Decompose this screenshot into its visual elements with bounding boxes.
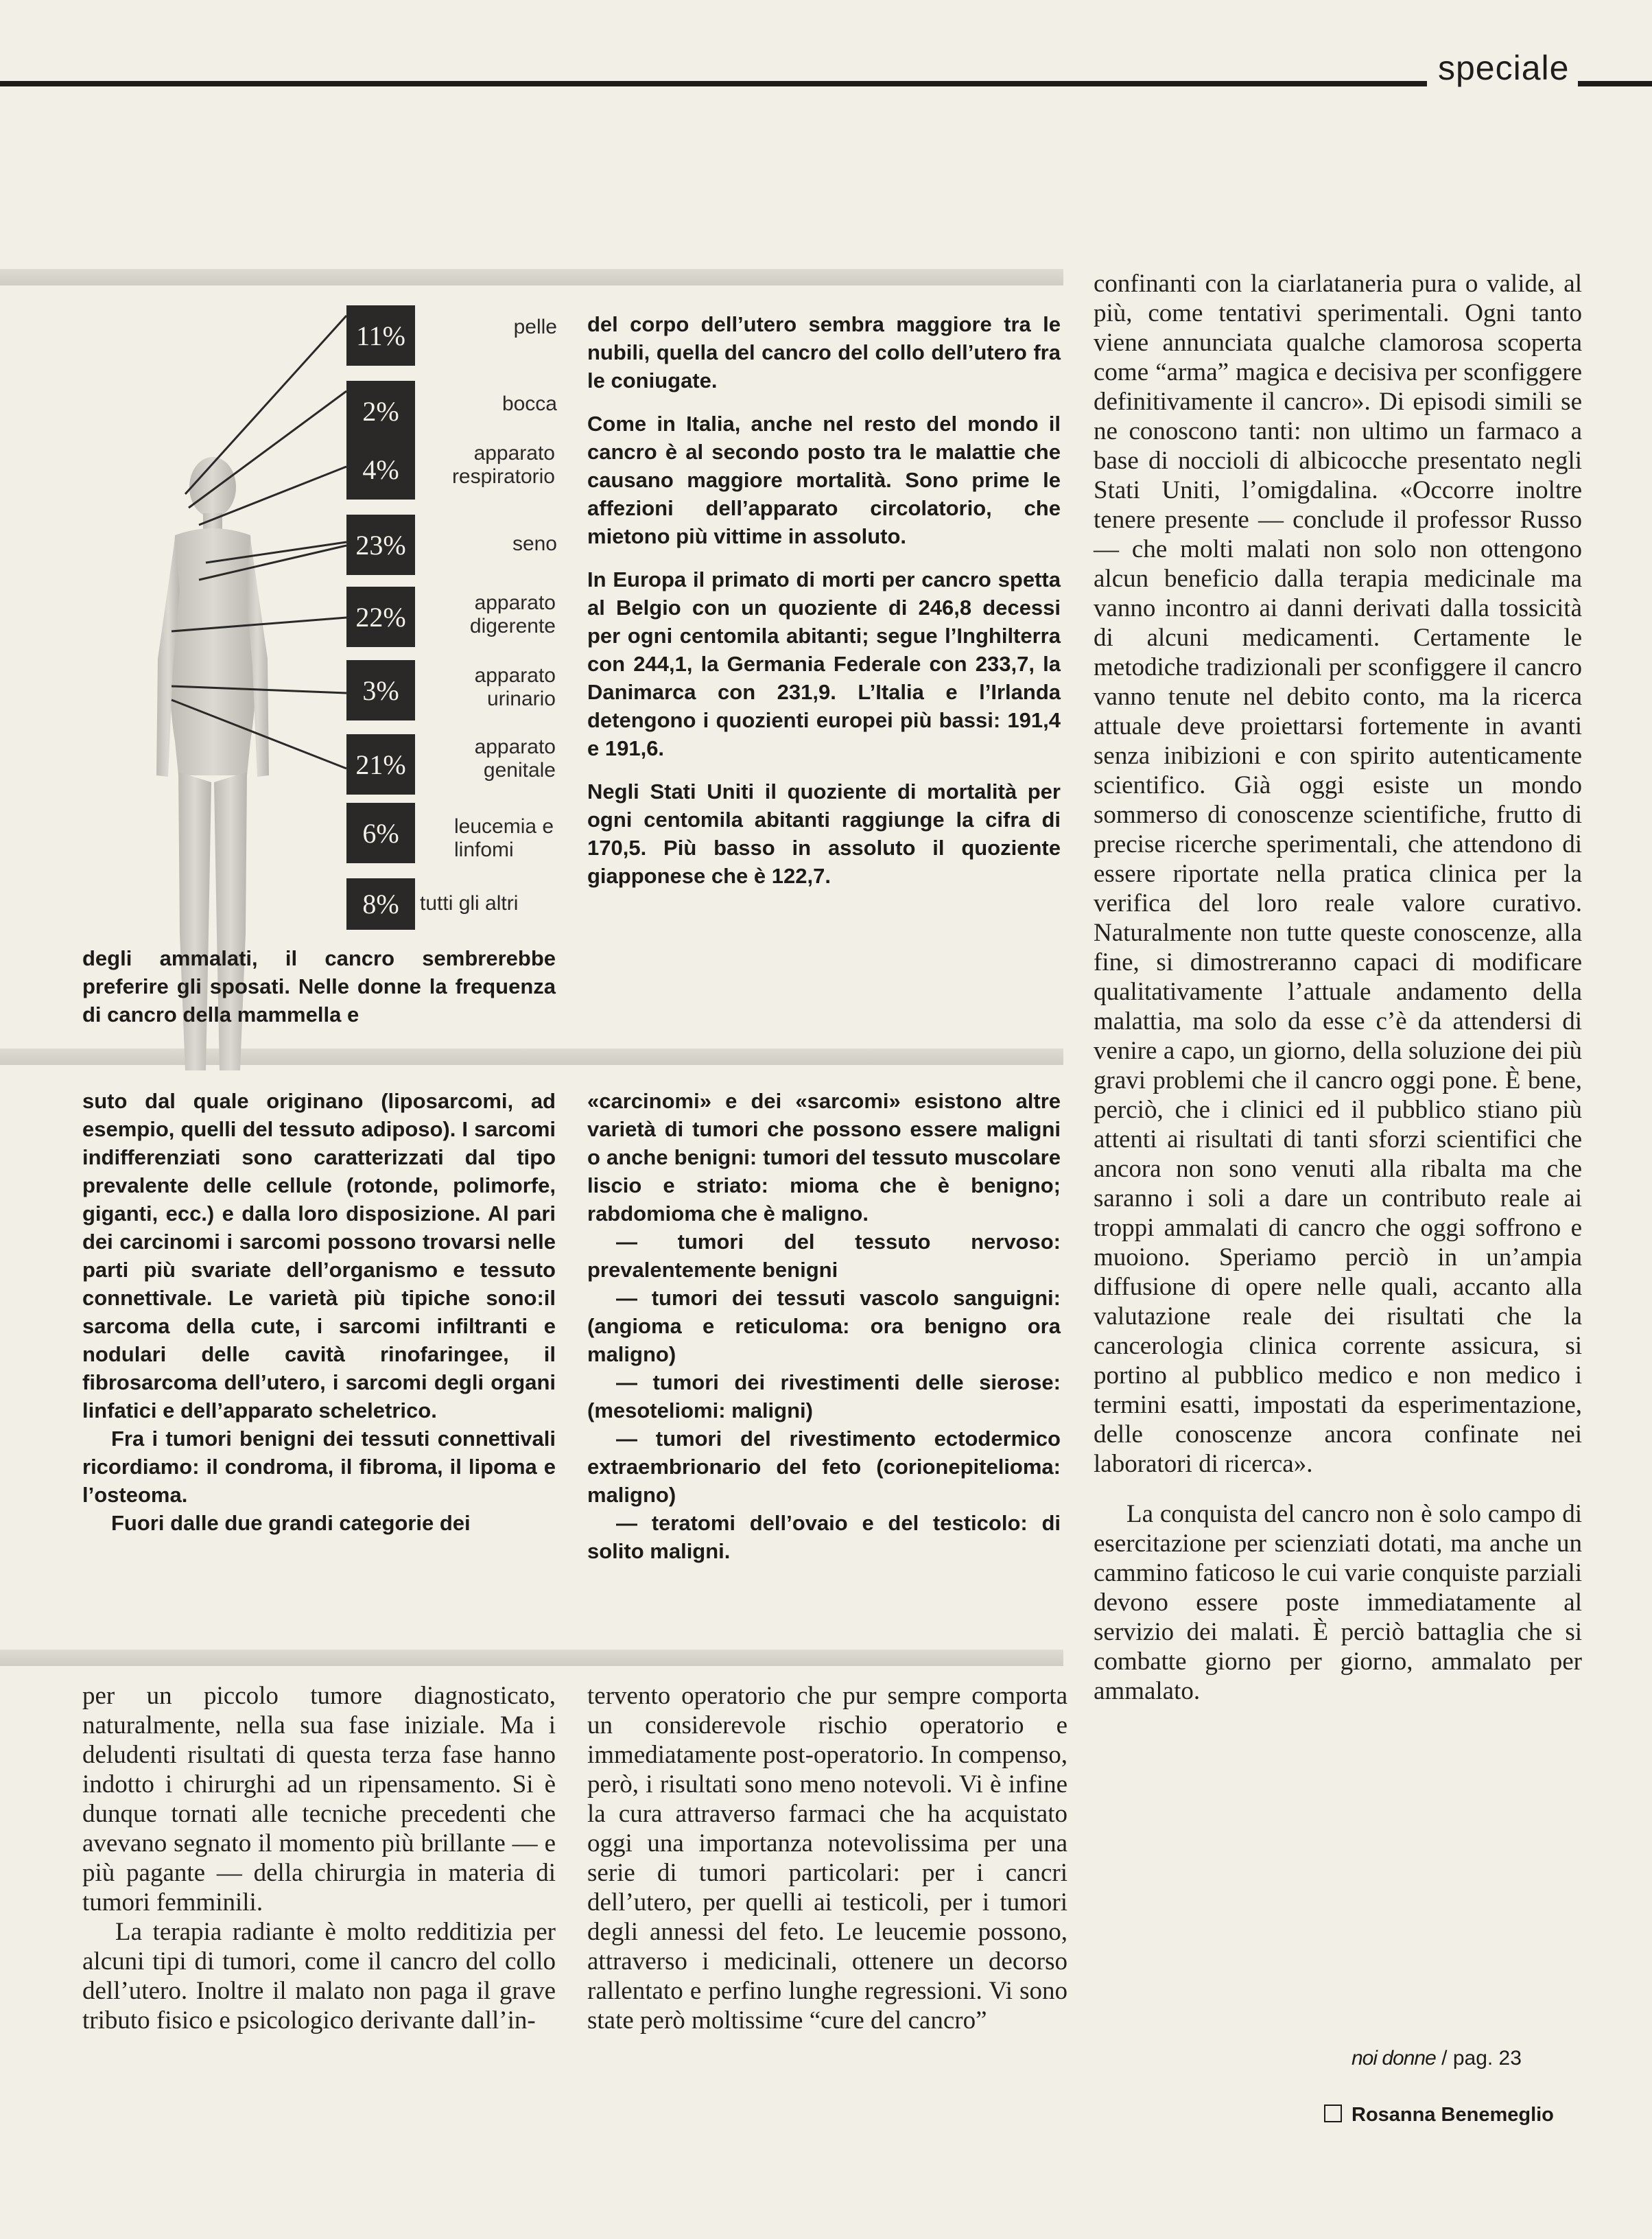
author-name: Rosanna Benemeglio	[1352, 2104, 1554, 2126]
top-left-text	[82, 944, 556, 1029]
label-pelle: pelle	[513, 316, 557, 338]
header-rule-left	[0, 81, 1427, 86]
list-item: — tumori dei tessuti vascolo sanguigni: (angioma e reticuloma: ora benigno ora maligno)	[587, 1286, 1061, 1366]
magazine-name: noi donne	[1352, 2047, 1436, 2070]
paragraph: confinanti con la ciarlataneria pura o valide, al più, come tentativi sperimentali. Ogni tanto viene annunciata qualche clamorosa scoperta come “arma” magica e decisiva per sconfiggere definitivamente il cancro». Di episodi simili se ne conoscono tanti: non ultimo un farmaco a base di noccioli di albicocche presentato negli Stati Uniti, l’omigdalina. «Occorre inoltre tenere presente — conclude il professor Russo — che molti malati non solo non ottengono alcun beneficio dalla terapia medicinale ma vanno incontro ai danni derivati dalla tossicità di alcuni medicamenti. Certamente le metodiche tradizionali per sconfiggere il cancro vanno tenute nel debito conto, ma la ricerca attuale deve proiettarsi fortemente in avanti senza inibizioni e con spirito autenticamente scientifico. Già oggi esiste un mondo sommerso di conoscenze scientifiche, frutto di precise ricerche sperimentali, che attendono di essere riportate nella pratica clinica per la verifica del loro reale valore curativo. Naturalmente non tutte queste conoscenze, alla fine, si dimostreranno capaci di modificare qualitativamente l’attuale andamento della malattia, ma solo da esse c’è da attendersi di venire a capo, un giorno, della soluzione dei più gravi problemi che il cancro oggi pone. È bene, perciò, che i clinici ed il pubblico stiano più attenti ai risultati di tanti sforzi scientifici che ancora non sono venuti alla ribalta ma che saranno i soli a dare un contributo reale ai troppi ammalati di cancro che oggi soffrono e muoiono. Speriamo perciò in un’ampia diffusione di opere nelle quali, accanto alla valutazione reale dei risultati che la cancerologia clinica corrente assicura, si portino al pubblico medico e non medico i termini esatti, impostati da esperimentazione, delle conoscenze ancora confinate nei laboratori di ricerca».	[1094, 270, 1582, 1478]
label-leucemia: leucemia e linfomi	[454, 815, 554, 861]
label-seno: seno	[512, 532, 557, 555]
page-number: pag. 23	[1452, 2047, 1522, 2070]
pct-digerente: 22%	[346, 587, 415, 647]
label-respiratorio: apparato respiratorio	[451, 442, 555, 488]
paragraph: Fuori dalle due grandi categorie dei	[111, 1511, 471, 1535]
paragraph: suto dal quale originano (liposarcomi, ad esempio, quelli del tessuto adiposo). I sarcomi indifferenziati sono caratterizzati dal tipo prevalente delle cellule (rotonde, polimorfe, giganti, ecc.) e dalla loro disposizione. Al pari dei carcinomi i sarcomi possono trovarsi nelle parti più svariate dell’organismo e tessuto connettivale. Le varietà più tipiche sono:il sarcoma della cute, i sarcomi infiltranti e nodulari delle cavità rinofaringee, il fibrosarcoma dell’utero, i sarcomi degli organi linfatici e dell’apparato scheletrico.	[82, 1089, 556, 1422]
paragraph: del corpo dell’utero sembra maggiore tra le nubili, quella del cancro del collo dell’utero fra le coniugate.	[587, 312, 1061, 392]
pct-leucemia: 6%	[346, 803, 415, 863]
label-altri: tutti gli altri	[420, 892, 519, 915]
paragraph: La conquista del cancro non è solo campo di esercitazione per scienziati dotati, ma anche un cammino faticoso le cui varie conquiste parziali devono essere poste immediatamente al servizio dei malati. È perciò battaglia che si combatte giorno per giorno, ammalato per ammalato.	[1094, 1500, 1582, 1705]
author-byline	[1324, 2104, 1554, 2126]
paragraph: Fra i tumori benigni dei tessuti connettivali ricordiamo: il condroma, il fibroma, il lipoma e l’osteoma.	[82, 1427, 556, 1507]
paragraph: «carcinomi» e dei «sarcomi» esistono altre varietà di tumori che possono essere maligni o anche benigni: tumori del tessuto muscolare liscio e striato: mioma che è benigno; rabdomioma che è maligno.	[587, 1089, 1061, 1226]
label-urinario: apparato urinario	[474, 664, 556, 710]
section-label: speciale	[1438, 49, 1570, 87]
right-column	[1094, 269, 1582, 1706]
pct-genitale: 21%	[346, 734, 415, 795]
paragraph: Come in Italia, anche nel resto del mondo il cancro è al secondo posto tra le malattie che causano maggiore mortalità. Sono prime le affezioni dell’apparato circolatorio, che mietono più vittime in assoluto.	[587, 412, 1061, 548]
mid-middle-column	[587, 1087, 1061, 1565]
paragraph: La terapia radiante è molto redditizia per alcuni tipi di tumori, come il cancro del collo dell’utero. Inoltre il malato non paga il grave tributo fisico e psicologico derivante dall’in-	[82, 1918, 556, 2035]
list-item: — tumori del rivestimento ectodermico extraembrionario del feto (corionepitelioma: maligno)	[587, 1427, 1061, 1507]
pct-altri: 8%	[346, 878, 415, 930]
list-item: — tumori del tessuto nervoso: prevalentemente benigni	[587, 1230, 1061, 1282]
top-middle-column	[587, 310, 1061, 905]
paragraph: tervento operatorio che pur sempre comporta un considerevole rischio operatorio e immediatamente post-operatorio. In compenso, però, i risultati sono meno notevoli. Vi è infine la cura attraverso farmaci che ha acquistato oggi una importanza notevolissima per una serie di tumori particolari: per i cancri dell’utero, per quelli ai testicoli, per i tumori degli annessi del feto. Le leucemie possono, attraverso i medicinali, ottenere un decorso rallentato e perfino lunghe regressioni. Vi sono state però moltissime “cure del cancro”	[587, 1682, 1067, 2035]
bottom-left-column	[82, 1681, 556, 2035]
list-item: — teratomi dell’ovaio e del testicolo: di solito maligni.	[587, 1511, 1061, 1563]
paragraph: per un piccolo tumore diagnosticato, naturalmente, nella sua fase iniziale. Ma i deludenti risultati di questa terza fase hanno indotto i chirurghi ad un ripensamento. Si è dunque tornati alle tecniche precedenti che avevano segnato il momento più brillante — e più pagante — della chirurgia in materia di tumori femminili.	[82, 1682, 556, 1916]
square-bullet-icon	[1324, 2105, 1342, 2122]
paragraph: degli ammalati, il cancro sembrerebbe preferire gli sposati. Nelle donne la frequenza di cancro della mammella e	[82, 946, 556, 1027]
folio-separator: /	[1441, 2047, 1448, 2070]
label-genitale: apparato genitale	[474, 736, 556, 782]
band-bottom	[0, 1650, 1063, 1666]
page-footer	[1352, 2047, 1522, 2070]
label-digerente: apparato digerente	[469, 591, 556, 637]
pct-respiratorio: 4%	[346, 439, 415, 500]
pct-pelle: 11%	[346, 305, 415, 366]
cancer-distribution-infographic	[0, 274, 583, 933]
label-bocca: bocca	[502, 392, 557, 415]
paragraph: Negli Stati Uniti il quoziente di mortalità per ogni centomila abitanti raggiunge la cifra di 170,5. Più basso in assoluto il quoziente giapponese che è 122,7.	[587, 779, 1061, 888]
pct-bocca: 2%	[346, 381, 415, 441]
paragraph: In Europa il primato di morti per cancro spetta al Belgio con un quoziente di 246,8 decessi per ogni centomila abitanti; segue l’Inghilterra con 244,1, la Germania Federale con 233,7, la Danimarca con 231,9. L’Italia e l’Irlanda detengono i quozienti europei più bassi: 191,4 e 191,6.	[587, 567, 1061, 760]
list-item: — tumori dei rivestimenti delle sierose: (mesoteliomi: maligni)	[587, 1370, 1061, 1422]
mid-left-column	[82, 1087, 556, 1537]
pct-seno: 23%	[346, 515, 415, 575]
bottom-middle-column	[587, 1681, 1067, 2035]
header-rule-right	[1578, 81, 1652, 86]
pct-urinario: 3%	[346, 660, 415, 720]
